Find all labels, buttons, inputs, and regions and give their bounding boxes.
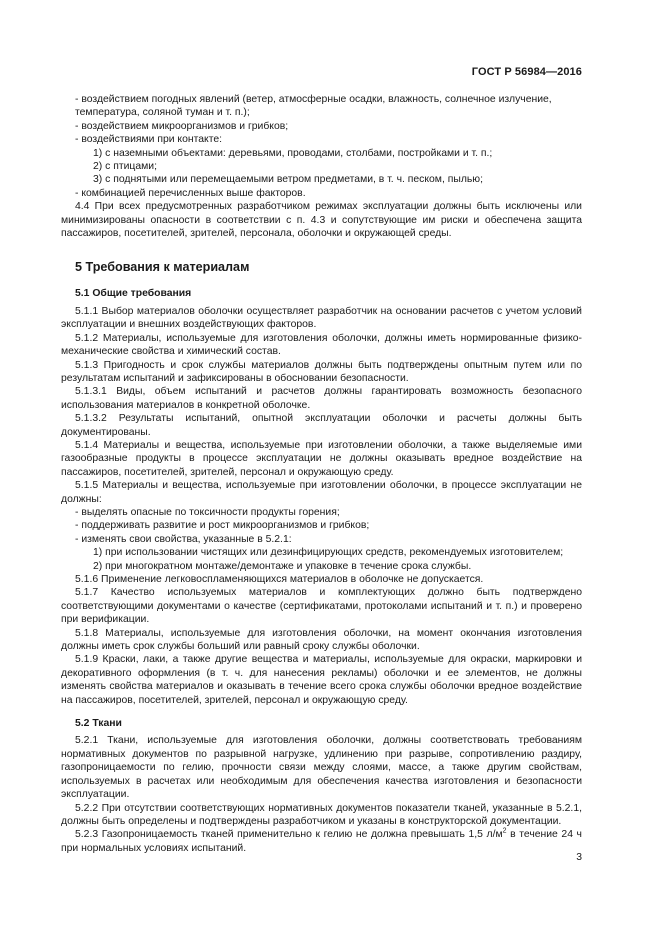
numbered-item: 2) при многократном монтаже/демонтаже и упаковке в течение срока службы. [93, 560, 472, 572]
list-item: - изменять свои свойства, указанные в 5.2.1: [75, 533, 292, 545]
paragraph-5-1-8: 5.1.8 Материалы, используемые для изготовления оболочки, на момент окончания изготовления должны иметь срок службы больший или равный сроку службы оболочки. [61, 627, 582, 653]
numbered-item: 3) с поднятыми или перемещаемыми ветром предметами, в т. ч. песком, пылью; [93, 174, 483, 186]
numbered-item: 2) с птицами; [93, 161, 157, 173]
list-item: - воздействием погодных явлений (ветер, атмосферные осадки, влажность, солнечное излучение, температура, соляной туман и т. п.); [75, 94, 552, 119]
paragraph-5-2-3 [61, 828, 582, 855]
paragraph-5-2-3-start: 5.2.3 Газопроницаемость тканей применительно к гелию не должна превышать 1,5 л/м [75, 829, 503, 841]
page-number: 3 [576, 852, 582, 863]
paragraph-5-2-2: 5.2.2 При отсутствии соответствующих нормативных документов показатели тканей, указанные в 5.2.1, должны быть определены и подтверждены разработчиком и указаны в конструкторской документации. [61, 802, 582, 827]
paragraph-5-2-3-end: в течение 24 ч при нормальных условиях испытаний. [61, 829, 582, 854]
paragraph-5-1-3-2: 5.1.3.2 Результаты испытаний, опытной эксплуатации оболочки и расчеты должны быть документированы. [61, 413, 582, 438]
paragraph-5-1-5: 5.1.5 Материалы и вещества, используемые при изготовлении оболочки, в процессе эксплуатации не должны: [61, 480, 582, 505]
paragraph-5-1-7: 5.1.7 Качество используемых материалов и комплектующих должно быть подтверждено соответствующими документами о качестве (сертификатами, протоколами испытаний и т. п.) и проверено при верификации. [61, 587, 582, 626]
section-5-heading: 5 Требования к материалам [75, 260, 250, 275]
paragraph-4-4: 4.4 При всех предусмотренных разработчиком режимах эксплуатации должны быть исключены или минимизированы опасности в соответствии с п. 4.3 и сопутствующие им риски и обеспечена защита пассажиров, посетителей, зрителей, персонала, оболочки и окружающей среды. [61, 201, 582, 240]
document-body [61, 93, 582, 855]
list-item: - поддерживать развитие и рост микроорганизмов и грибков; [75, 520, 370, 532]
document-page [61, 0, 582, 936]
paragraph-5-1-4: 5.1.4 Материалы и вещества, используемые при изготовлении оболочки, а также выделяемые ими газообразные продукты в процессе эксплуатации не должны оказывать вредное воздействие на пассажиров, посетителей, зрителей, персонал и окружающую среду. [61, 439, 582, 478]
list-item: - комбинацией перечисленных выше факторов. [75, 187, 306, 199]
list-item: - выделять опасные по токсичности продукты горения; [75, 506, 340, 518]
paragraph-5-1-3: 5.1.3 Пригодность и срок службы материалов должны быть подтверждены опытным путем или по результатам испытаний и зафиксированы в обосновании безопасности. [61, 359, 582, 384]
numbered-item: 1) при использовании чистящих или дезинфицирующих средств, рекомендуемых изготовителем; [93, 547, 564, 559]
paragraph-5-1-1: 5.1.1 Выбор материалов оболочки осуществляет разработчик на основании расчетов с учетом условий эксплуатации и внешних воздействующих факторов. [61, 305, 582, 331]
paragraph-5-1-6: 5.1.6 Применение легковоспламеняющихся материалов в оболочке не допускается. [75, 574, 484, 585]
paragraph-5-1-2: 5.1.2 Материалы, используемые для изготовления оболочки, должны иметь нормированные физико-механические свойства и химический состав. [61, 332, 582, 358]
paragraph-5-1-3-1: 5.1.3.1 Виды, объем испытаний и расчетов должны гарантировать возможность безопасного использования материалов в конкретной оболочке. [61, 386, 582, 411]
document-header: ГОСТ Р 56984—2016 [471, 66, 582, 78]
list-item: - воздействием микроорганизмов и грибков; [75, 120, 289, 132]
list-item: - воздействиями при контакте: [75, 134, 223, 146]
paragraph-5-1-9: 5.1.9 Краски, лаки, а также другие вещества и материалы, используемые для окраски, маркировки и декоративного оформления (в т. ч. для нанесения рекламы) оболочки и ее элементов, не должны изменять свойства материалов и оказывать в течение всего срока службы оболочки вредное воздействие на пассажиров, посетителей, зрителей, персонал и окружающую среду. [61, 654, 582, 706]
numbered-item: 1) с наземными объектами: деревьями, проводами, столбами, постройками и т. п.; [93, 147, 493, 159]
section-5-1-heading: 5.1 Общие требования [75, 288, 192, 300]
superscript: 2 [502, 827, 507, 835]
paragraph-5-2-1: 5.2.1 Ткани, используемые для изготовления оболочки, должны соответствовать требованиям нормативных документов по разрывной нагрузке, удлинению при разрыве, сопротивлению раздиру, газопроницаемости по гелию, прочности связи между слоями, массе, а также другим свойствам, используемых в расчетах или необходимым для обеспечения качества изготовления и безопасности эксплуатации. [61, 735, 582, 801]
section-5-2-heading: 5.2 Ткани [75, 718, 122, 730]
